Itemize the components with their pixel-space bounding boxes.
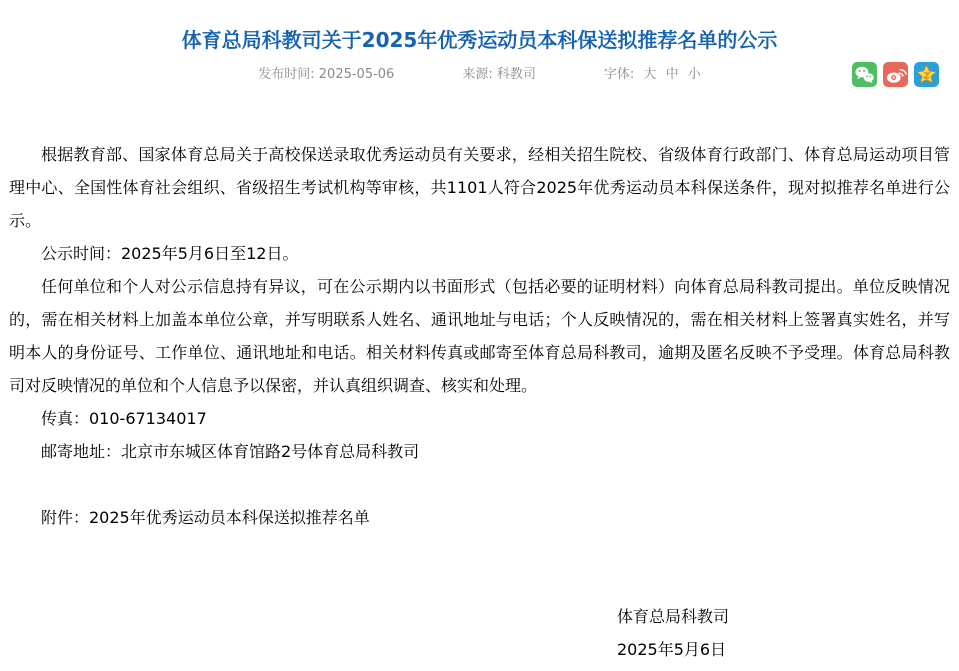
meta-row xyxy=(0,66,959,84)
font-size-control xyxy=(604,66,701,84)
paragraph-objection: 任何单位和个人对公示信息持有异议，可在公示期内以书面形式（包括必要的证明材料）向体育总局科教司提出。单位反映情况的，需在相关材料上加盖本单位公章，并写明联系人姓名、通讯地址与电话；个人反映情况的，需在相关材料上签署真实姓名，并写明本人的身份证号、工作单位、通讯地址和电话。相关材料传真或邮寄至体育总局科教司，逾期及匿名反映不予受理。体育总局科教司对反映情况的单位和个人信息予以保密，并认真组织调查、核实和处理。 xyxy=(9,277,950,395)
qzone-star-icon xyxy=(914,62,939,87)
wechat-share-icon[interactable] xyxy=(852,62,877,87)
fax-line: 传真：010-67134017 xyxy=(41,409,207,428)
paragraph-public-period: 公示时间：2025年5月6日至12日。 xyxy=(41,244,299,263)
source-label: 来源: xyxy=(462,67,493,82)
weibo-share-icon[interactable] xyxy=(883,62,908,87)
signature-block xyxy=(617,600,950,666)
qzone-share-icon[interactable] xyxy=(914,62,939,87)
source-value: 科教司 xyxy=(496,67,536,82)
font-size-label: 字体: xyxy=(603,67,635,82)
address-line: 邮寄地址：北京市东城区体育馆路2号体育总局科教司 xyxy=(41,442,420,461)
publish-time-value: 2025-05-06 xyxy=(318,67,395,82)
signature-date: 2025年5月6日 xyxy=(617,640,727,659)
attachment-link[interactable]: 附件：2025年优秀运动员本科保送拟推荐名单 xyxy=(41,508,370,527)
publish-time-label: 发布时间: xyxy=(258,67,315,82)
publish-time xyxy=(258,66,394,84)
font-size-medium[interactable]: 中 xyxy=(665,67,679,82)
font-size-small[interactable]: 小 xyxy=(687,67,701,82)
source xyxy=(462,66,536,84)
paragraph-intro: 根据教育部、国家体育总局关于高校保送录取优秀运动员有关要求，经相关招生院校、省级体育行政部门、体育总局运动项目管理中心、全国性体育社会组织、省级招生考试机构等审核，共1101人符合2025年优秀运动员本科保送条件，现对拟推荐名单进行公示。 xyxy=(9,145,950,230)
font-size-large[interactable]: 大 xyxy=(643,67,657,82)
signature-org: 体育总局科教司 xyxy=(617,607,730,626)
wechat-bubbles-icon xyxy=(852,62,877,87)
document-body xyxy=(0,138,959,666)
weibo-logo-icon xyxy=(883,62,908,87)
page-title: 体育总局科教司关于2025年优秀运动员本科保送拟推荐名单的公示 xyxy=(181,28,778,52)
share-toolbar xyxy=(852,62,939,87)
